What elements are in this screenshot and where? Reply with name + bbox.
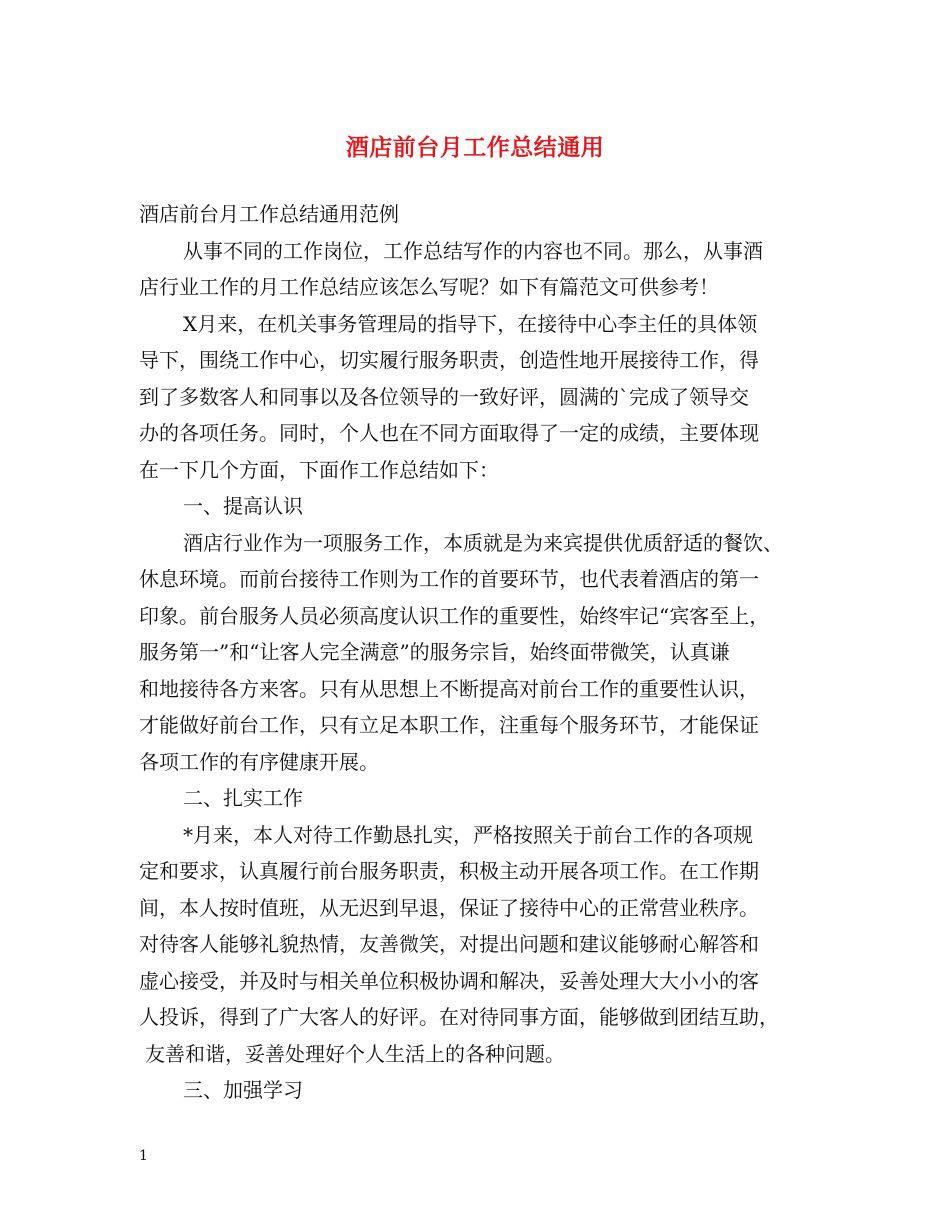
section-heading-2: 二、扎实工作 [183,786,303,810]
paragraph-line: X月来，在机关事务管理局的指导下，在接待中心李主任的具体领 [183,311,758,336]
paragraph-line: 间，本人按时值班，从无迟到早退，保证了接待中心的正常营业秩序。 [139,895,759,920]
paragraph-line: 虚心接受，并及时与相关单位积极协调和解决，妥善处理大大小小的客 [139,968,759,993]
paragraph-line: 服务第一”和“让客人完全满意”的服务宗旨，始终面带微笑，认真谦 [139,640,730,664]
paragraph-line: 从事不同的工作岗位，工作总结写作的内容也不同。那么，从事酒 [183,238,763,263]
paragraph-line: 人投诉，得到了广大客人的好评。在对待同事方面，能够做到团结互助， [139,1005,779,1029]
page-number: 1 [139,1148,148,1164]
paragraph-line: 到了多数客人和同事以及各位领导的一致好评，圆满的`完成了领导交 [139,384,749,409]
paragraph-line: 才能做好前台工作，只有立足本职工作，注重每个服务环节，才能保证 [139,713,759,737]
paragraph-line: 酒店行业作为一项服务工作，本质就是为来宾提供优质舒适的餐饮、 [183,530,783,555]
paragraph-line: 和地接待各方来客。只有从思想上不断提高对前台工作的重要性认识， [139,676,759,701]
paragraph-line: 印象。前台服务人员必须高度认识工作的重要性，始终牢记“宾客至上， [139,603,770,628]
paragraph-line: 休息环境。而前台接待工作则为工作的首要环节，也代表着酒店的第一 [139,567,759,591]
paragraph-line: 定和要求，认真履行前台服务职责，积极主动开展各项工作。在工作期 [139,859,759,883]
paragraph-line: 对待客人能够礼貌热情，友善微笑，对提出问题和建议能够耐心解答和 [139,932,759,956]
paragraph-line: *月来，本人对待工作勤恳扎实，严格按照关于前台工作的各项规 [183,822,753,847]
section-heading-1: 一、提高认识 [183,494,303,518]
paragraph-line: 办的各项任务。同时，个人也在不同方面取得了一定的成绩，主要体现 [139,421,759,445]
section-heading-3: 三、加强学习 [183,1078,303,1102]
subtitle-line: 酒店前台月工作总结通用范例 [139,202,399,226]
document-title: 酒店前台月工作总结通用 [345,134,605,161]
paragraph-line: 各项工作的有序健康开展。 [139,749,379,774]
paragraph-line: 在一下几个方面，下面作工作总结如下： [139,457,499,482]
document-body [139,196,829,1109]
paragraph-line: 导下，围绕工作中心，切实履行服务职责，创造性地开展接待工作，得 [139,348,759,372]
paragraph-line: 友善和谐，妥善处理好个人生活上的各种问题。 [145,1041,565,1066]
paragraph-line: 店行业工作的月工作总结应该怎么写呢？如下有篇范文可供参考！ [139,275,719,299]
